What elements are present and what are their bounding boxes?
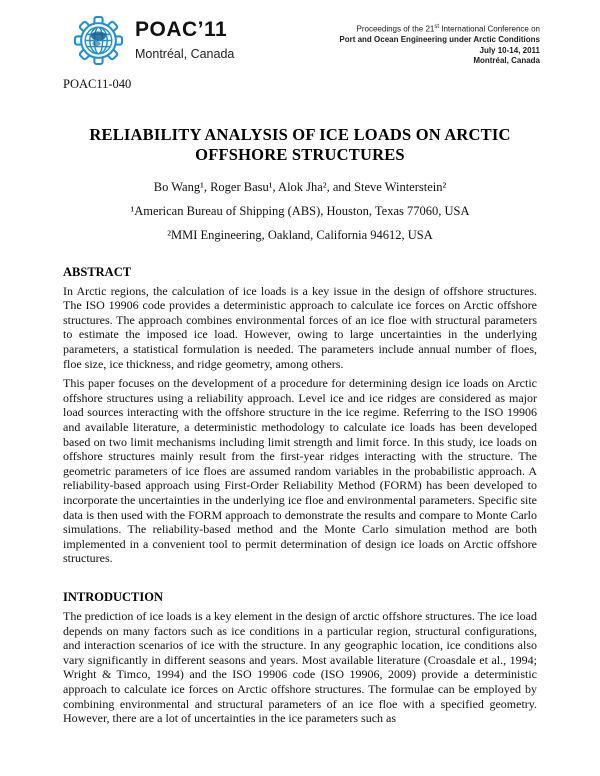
proceedings-line-1: Proceedings of the 21st International Conference on [356,24,540,34]
paper-title-line-1: RELIABILITY ANALYSIS OF ICE LOADS ON ARCTIC [89,124,511,144]
affiliation-1: ¹American Bureau of Shipping (ABS), Houston, Texas 77060, USA [130,203,470,218]
affiliation-2: ²MMI Engineering, Oakland, California 94612, USA [167,227,433,242]
proceedings-line-4: Montréal, Canada [473,56,540,66]
proceedings-line-3: July 10-14, 2011 [479,45,540,55]
introduction-paragraph-1: The prediction of ice loads is a key element in the design of arctic offshore structures. The ice load depends on many factors such as ice conditions in a particular region, structural configurations, and interaction scenarios of ice with the structure. In any geographic location, ice conditions also vary significantly in different seasons and years. Most available literature (Croasdale et al., 1994; Wright & Timco, 1994) and the ISO 19906 code (ISO 19906, 2009) provide a deterministic approach to calculate ice forces on Arctic offshore structures. The formulae can be employed by combining environmental and structural parameters of an ice floe with a specified geometry. However, there are a lot of uncertainties in the ice parameters such as [63,608,537,726]
abstract-paragraph-1: In Arctic regions, the calculation of ice loads is a key issue in the design of offshore structures. The ISO 19906 code provides a deterministic approach to calculate ice forces on Arctic offshore structures. The approach combines environmental forces of an ice floe with structural parameters to estimate the imposed ice load. However, owing to large uncertainties in the underlying parameters, a statistical formulation is needed. The parameters include annual number of floes, floe size, ice thickness, and ridge geometry, among others. [63,283,537,371]
abstract-paragraph-2: This paper focuses on the development of a procedure for determining design ice loads on Arctic offshore structures using a reliability approach. Level ice and ice ridges are considered as major load sources interacting with the offshore structure in the ice regime. Referring to the ISO 19906 and available literature, a deterministic methodology to calculate ice loads has been developed based on two limit mechanisms including limit strength and limit force. In this study, ice loads on offshore structures mainly result from the first-year ridges interacting with the structure. The geometric parameters of ice floes are assumed random variables in the probabilistic approach. A reliability-based approach using First-Order Reliability Method (FORM) has been developed to incorporate the uncertainties in the underlying ice floe and environmental parameters. Specific site data is then used with the FORM approach to demonstrate the results and compare to Monte Carlo simulations. The reliability-based method and the Monte Carlo simulation method are both implemented in a convenient tool to permit determination of design ice loads on Arctic offshore structures. [63,376,537,566]
paper-body [0,265,600,726]
authors-line: Bo Wang¹, Roger Basu¹, Alok Jha², and Steve Winterstein² [153,179,447,194]
conference-logo [74,16,234,65]
gear-globe-icon [74,16,123,65]
paper-number: POAC11-040 [63,76,132,91]
logo-text [135,16,234,61]
abstract-heading: ABSTRACT [63,264,132,279]
paper-title-line-2: OFFSHORE STRUCTURES [195,144,405,164]
logo-location: Montréal, Canada [135,47,235,62]
logo-acronym: POAC’11 [135,18,228,41]
proceedings-line-2: Port and Ocean Engineering under Arctic Conditions [339,35,540,45]
introduction-heading: INTRODUCTION [63,589,164,604]
header [0,0,600,67]
proceedings-info [339,16,540,67]
paper-title [0,125,600,165]
